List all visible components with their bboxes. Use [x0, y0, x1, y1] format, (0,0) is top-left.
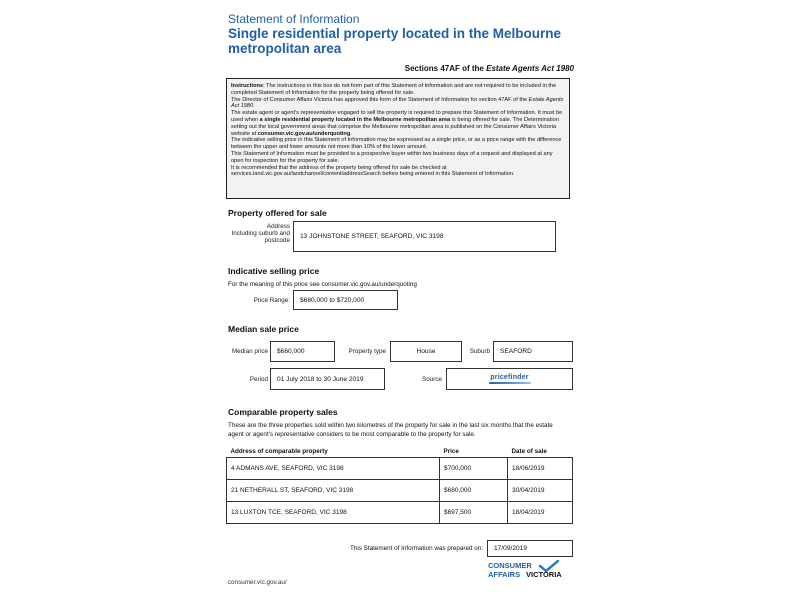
instructions-p5: This Statement of Information must be provided to a prospective buyer within two business days of a request and displayed at any open for inspection for the property for sale.: [231, 150, 553, 164]
price-range-field: $680,000 to $720,000: [293, 290, 398, 310]
sections-prefix: Sections 47AF of the: [404, 64, 484, 73]
row-address: 13 LUXTON TCE, SEAFORD, VIC 3198: [227, 502, 440, 524]
address-field: 13 JOHNSTONE STREET, SEAFORD, VIC 3198: [293, 221, 556, 252]
median-price-field: $660,000: [270, 341, 335, 362]
instructions-p2-act: Estate Agents Act 1980: [231, 96, 564, 110]
comparable-table: [226, 446, 573, 524]
column-header-address: Address of comparable property: [230, 448, 328, 455]
instructions-p4: The indicative selling price in this Statement of Information may be expressed as a single price, or as a price range with the difference between the upper and lower amounts not more than 10% of the lower amount.: [231, 137, 562, 151]
instructions-p3-bold: a single residential property located in the Melbourne metropolitan area: [259, 116, 451, 123]
tick-icon: [538, 560, 560, 572]
indicative-note: For the meaning of this price see consumer.vic.gov.au/underquoting: [228, 281, 417, 288]
period-field: 01 July 2018 to 30 June 2019: [270, 368, 385, 390]
row-date: 30/04/2019: [508, 480, 573, 502]
column-header-date: Date of sale: [511, 448, 547, 455]
document-title: Statement of Information: [228, 12, 360, 26]
pricefinder-swoosh-icon: [489, 382, 531, 384]
median-heading: Median sale price: [228, 324, 299, 334]
row-date: 18/04/2019: [508, 502, 573, 524]
property-type-label: Property type: [348, 348, 386, 355]
pricefinder-logo: pricefinder: [490, 374, 529, 381]
source-label: Source: [422, 376, 442, 383]
comparable-desc: These are the three properties sold within two kilometres of the property for sale in the last six months that the estate agent or agent's representative considers to be most comparable to the property for sale.: [228, 422, 553, 438]
period-label: Period: [249, 376, 268, 383]
instructions-p1: : The instructions in this box do not form part of this Statement of Information and are not required to be included in the completed Statement of Information for the property being offered for sale.: [231, 83, 557, 96]
table-row: [227, 480, 573, 502]
row-price: $700,000: [440, 458, 508, 480]
row-date: 18/06/2019: [508, 458, 573, 480]
instructions-p3b: is being offered for sale. The Determination setting out the local government areas that comprise the Melbourne metropolitan area is published on the Consumer Affairs Victoria website at: [231, 116, 559, 137]
suburb-field: SEAFORD: [493, 341, 573, 362]
row-price: $697,500: [440, 502, 508, 524]
price-range-label: Price Range:: [253, 297, 290, 304]
prepared-label: This Statement of Information was prepared on:: [349, 545, 483, 552]
address-label-group: [226, 223, 290, 244]
property-heading: Property offered for sale: [228, 208, 327, 218]
prepared-date-field: 17/09/2019: [487, 540, 573, 557]
sections-reference: [405, 64, 574, 73]
footer-url[interactable]: consumer.vic.gov.au/: [228, 579, 287, 586]
consumer-affairs-victoria-logo: [488, 562, 578, 592]
property-type-field: House: [390, 341, 462, 362]
table-row: [227, 502, 573, 524]
suburb-label: Suburb: [469, 348, 490, 355]
instructions-box: Instructions: The instructions in this box do not form part of this Statement of Information and are not required to be included in the completed Statement of Information for the property being offered for sale. The Director of Consumer Affairs Victoria has approved this form of the Statement of Information for section 47AF of the Estate Agents Act 1980. The estate agent or agent's representative engaged to sell the property is required to prepare this Statement of Information. It must be used when a single residential property located in the Melbourne metropolitan area is being offered for sale. The Determination setting out the local government areas that comprise the Melbourne metropolitan area is published on the Consumer Affairs Victoria website at consumer.vic.gov.au/underquoting. The indicative selling price in this Statement of Information may be expressed as a single price, or as a price range with the difference between the upper and lower amounts not more than 10% of the lower amount. This Statement of Information must be provided to a prospective buyer within two business days of a request and displayed at any open for inspection for the property for sale. It is recommended that the address of the property being offered for sale be checked at services.land.vic.gov.au/landchannel/content/addressSearch before being entered in this Statement of Information.: [226, 78, 570, 199]
logo-line-affairs: AFFAIRS: [488, 570, 521, 579]
indicative-heading: Indicative selling price: [228, 266, 320, 276]
comparable-heading: Comparable property sales: [228, 407, 338, 417]
column-header-price: Price: [443, 448, 459, 455]
instructions-heading: Instructions: [231, 83, 264, 89]
sections-act: Estate Agents Act 1980: [486, 64, 574, 73]
instructions-p3-url[interactable]: consumer.vic.gov.au/underquoting: [257, 130, 351, 137]
source-field: [446, 368, 573, 390]
instructions-p3: The estate agent or agent's representative engaged to sell the property is required to prepare this Statement of Information. It must be used when: [231, 110, 563, 123]
instructions-p2: The Director of Consumer Affairs Victoria has approved this form of the Statement of Information for section 47AF of the: [231, 96, 528, 103]
address-label: Address: [266, 223, 290, 230]
row-address: 4 ADMANS AVE, SEAFORD, VIC 3198: [227, 458, 440, 480]
address-sublabel: Including suburb and postcode: [231, 230, 290, 244]
table-row: [227, 458, 573, 480]
logo-line-victoria: VICTORIA: [526, 570, 562, 579]
median-price-label: Median price: [231, 348, 268, 355]
row-price: $680,000: [440, 480, 508, 502]
logo-line-consumer: CONSUMER: [488, 561, 532, 570]
instructions-p6: It is recommended that the address of the property being offered for sale be checked at services.land.vic.gov.au/landchannel/content/addressSearch before being entered in this Statement of Information.: [231, 164, 515, 178]
table-header-row: [227, 446, 573, 458]
document-subtitle: Single residential property located in the Melbourne metropolitan area: [228, 26, 562, 56]
row-address: 21 NETHERALL ST, SEAFORD, VIC 3198: [227, 480, 440, 502]
